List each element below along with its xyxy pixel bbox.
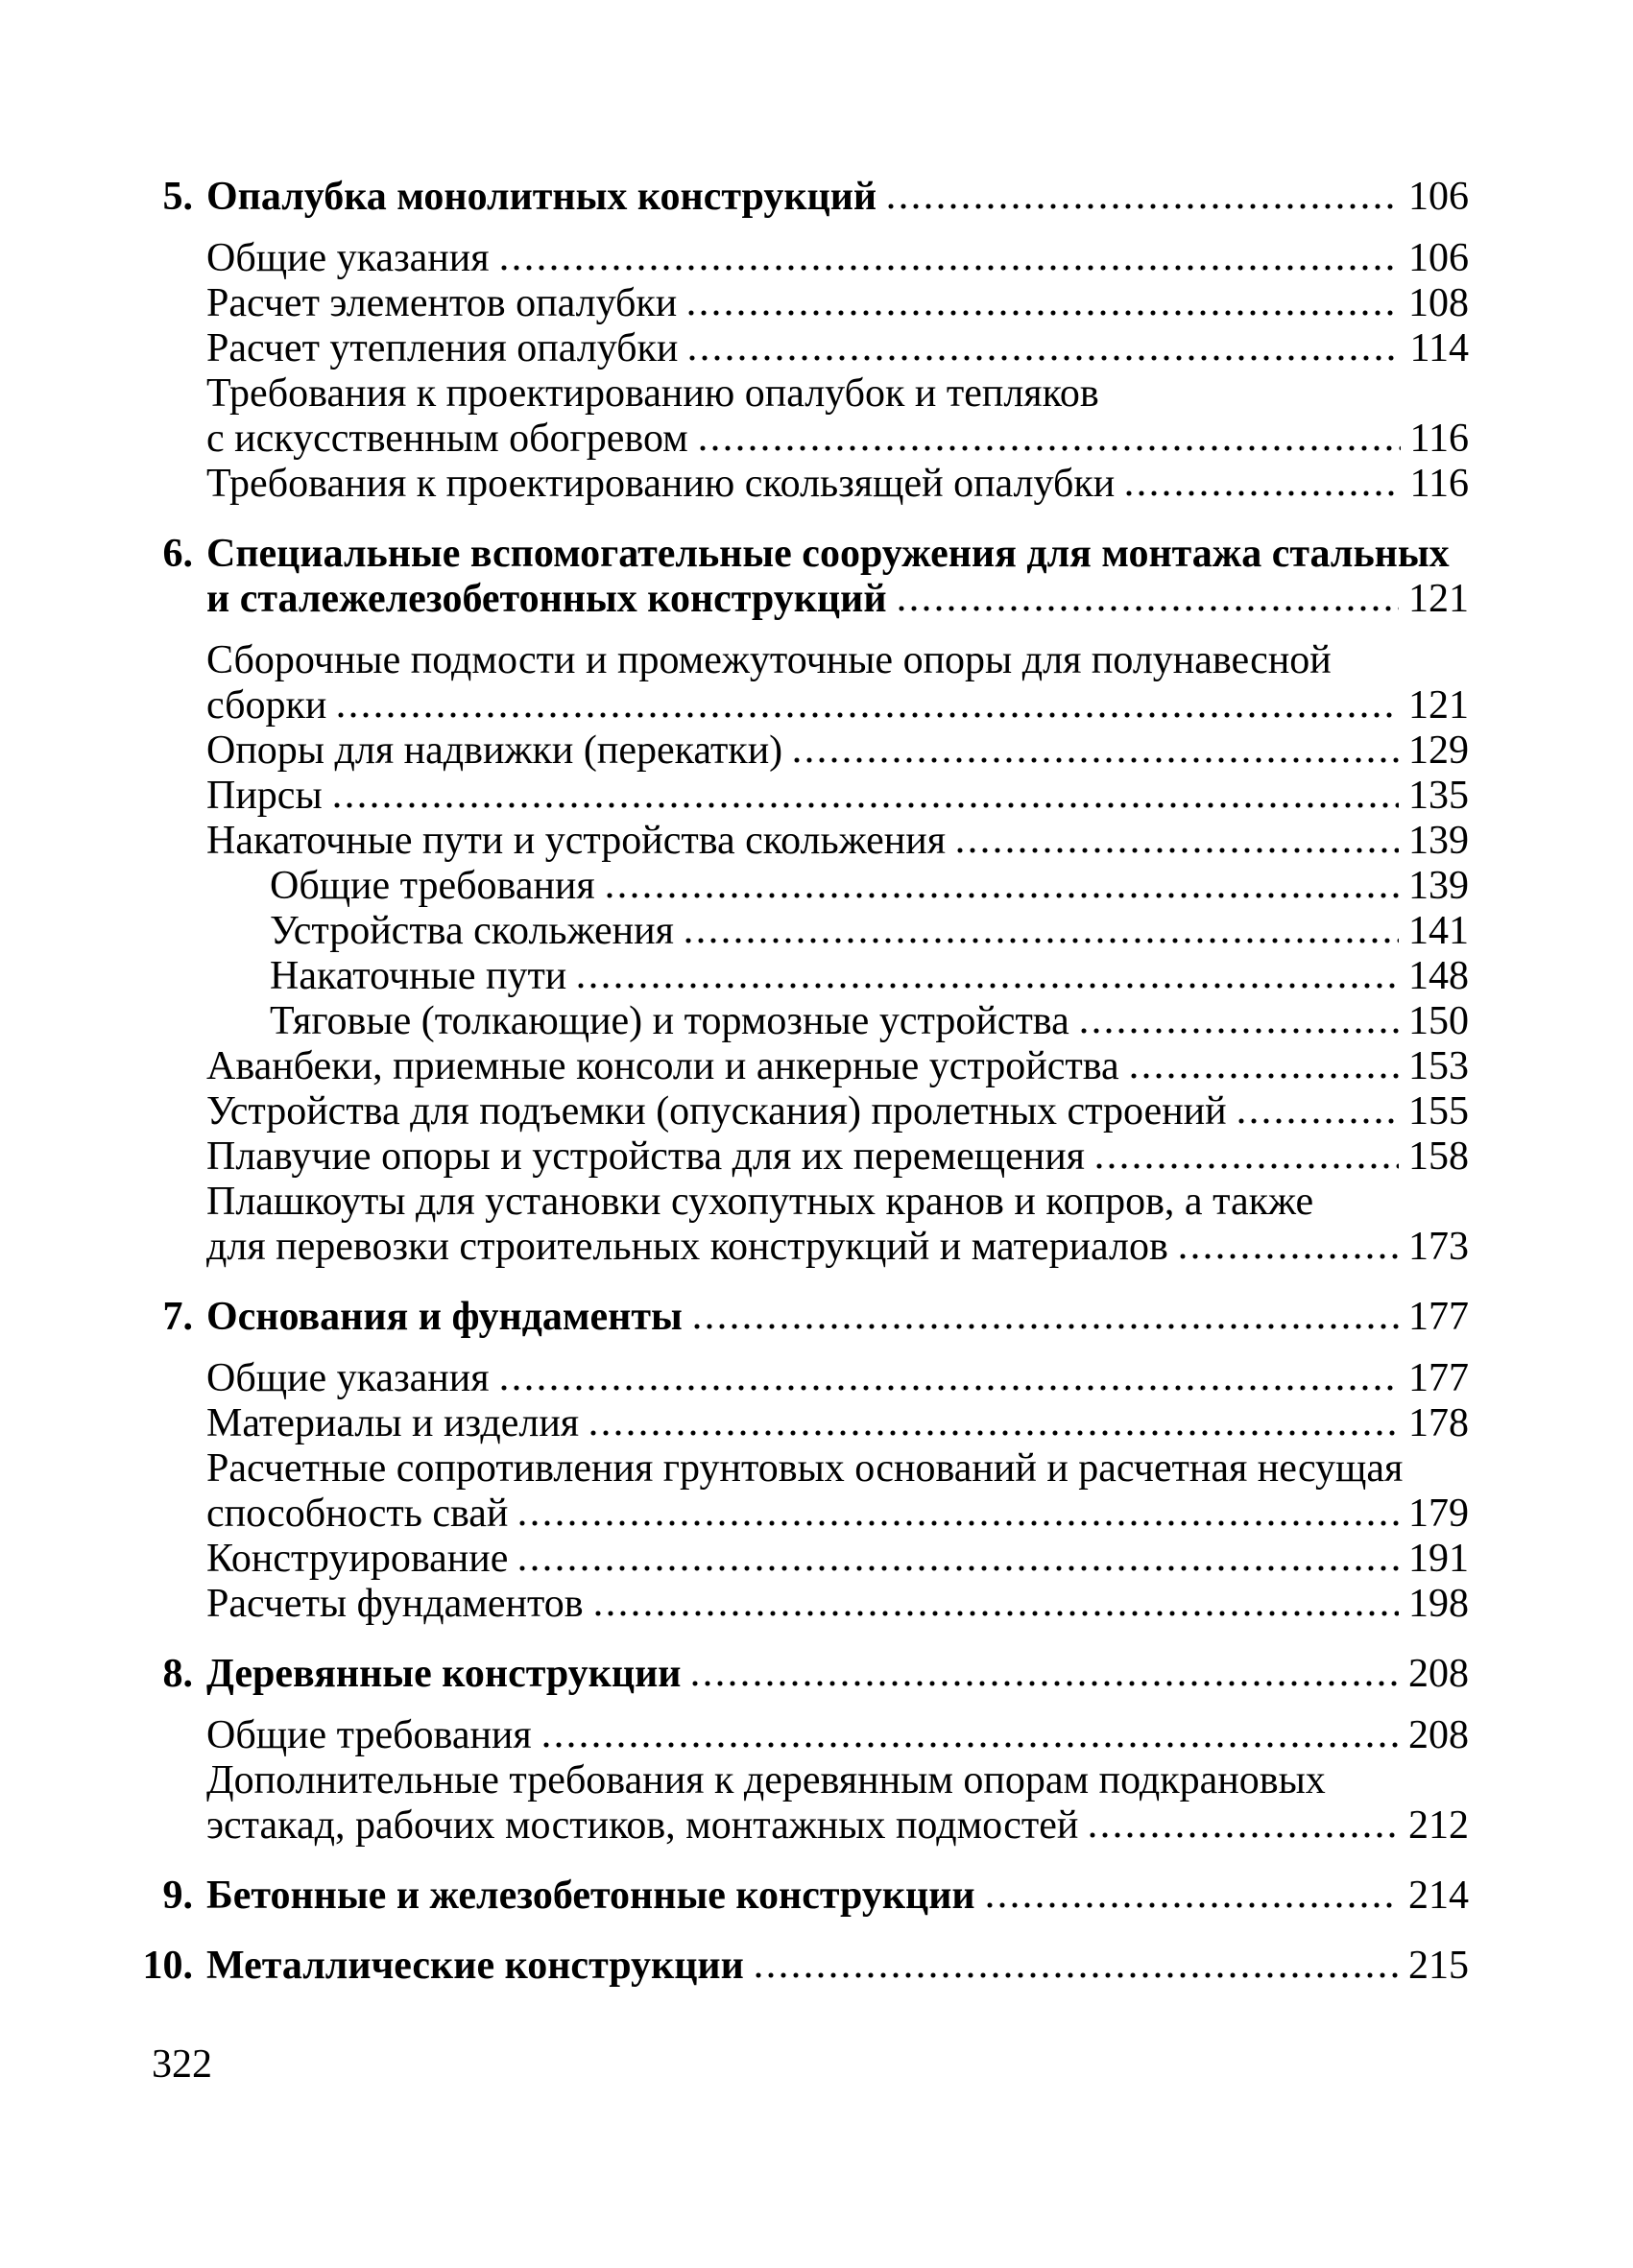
dot-leader — [957, 848, 1399, 853]
dot-leader — [1081, 1028, 1399, 1034]
dot-leader — [700, 445, 1401, 451]
page-number: 129 — [1408, 728, 1469, 773]
section-number: 9. — [162, 1874, 193, 1918]
toc-entry-text: Сборочные подмости и промежуточные опоры для полунавесной — [206, 638, 1332, 682]
toc-entry-row — [206, 774, 1469, 819]
toc-entry-row — [206, 326, 1469, 371]
page-number: 139 — [1408, 819, 1469, 863]
dot-leader — [794, 757, 1399, 763]
page-number: 158 — [1408, 1134, 1469, 1179]
section-number: 7. — [162, 1295, 193, 1339]
toc-entry-text: Бетонные и железобетонные конструкции — [206, 1874, 975, 1918]
page-number: 177 — [1408, 1295, 1469, 1339]
section-number: 6. — [162, 532, 193, 576]
dot-leader — [501, 265, 1399, 271]
toc-section-entry — [162, 532, 1469, 622]
page-number: 108 — [1408, 281, 1469, 325]
dot-leader — [543, 1742, 1399, 1748]
toc-entry-row — [206, 1582, 1469, 1627]
toc-entry-text: Опалубка монолитных конструкций — [206, 175, 877, 219]
toc-entry-row — [206, 683, 1469, 728]
dot-leader — [1096, 1163, 1399, 1169]
page-number: 208 — [1408, 1713, 1469, 1757]
toc-entry-text: Расчеты фундаментов — [206, 1582, 584, 1626]
page-number: 121 — [1408, 577, 1469, 621]
toc-entry-text: Общие требования — [206, 1713, 532, 1757]
dot-leader — [1180, 1253, 1399, 1259]
toc-entry-text: Деревянные конструкции — [206, 1652, 682, 1696]
toc-subitem-entry — [270, 999, 1469, 1044]
toc-item-entry — [206, 1089, 1469, 1134]
toc-entry-text: Устройства для подъемки (опускания) пролетных строений — [206, 1089, 1227, 1134]
dot-leader — [578, 983, 1399, 989]
page-number: 214 — [1408, 1874, 1469, 1918]
footer-page-number: 322 — [152, 2042, 212, 2087]
toc-entry-row — [206, 1134, 1469, 1180]
toc-entry-row — [206, 1803, 1469, 1849]
toc-entry-text: Аванбеки, приемные консоли и анкерные устройства — [206, 1044, 1119, 1088]
toc-entry-text: и сталежелезобетонных конструкций — [206, 577, 887, 621]
page-number: 116 — [1409, 462, 1469, 506]
toc-entry-row — [206, 236, 1469, 281]
toc-entry-text: Требования к проектированию опалубок и тепляков — [206, 371, 1099, 416]
toc-item-entry — [206, 1180, 1469, 1270]
toc-entry-text: Специальные вспомогательные сооружения для монтажа стальных — [206, 532, 1450, 576]
dot-leader — [590, 1430, 1399, 1436]
toc-item-entry — [206, 1401, 1469, 1446]
page-number: 150 — [1408, 999, 1469, 1043]
toc-entry-text: для перевозки строительных конструкций и материалов — [206, 1225, 1168, 1269]
section-number: 10. — [142, 1944, 193, 1988]
page-number: 135 — [1408, 774, 1469, 818]
toc-entry-row — [206, 1537, 1469, 1582]
toc-list — [142, 175, 1469, 1989]
toc-item-entry — [206, 1713, 1469, 1758]
dot-leader — [692, 1681, 1399, 1686]
dot-leader — [607, 893, 1399, 898]
page-number: 215 — [1408, 1944, 1469, 1988]
page-number: 114 — [1409, 326, 1469, 370]
page-number: 208 — [1408, 1652, 1469, 1696]
toc-entry-row — [206, 577, 1469, 622]
page-number: 148 — [1408, 954, 1469, 998]
toc-item-entry — [206, 1446, 1469, 1537]
dot-leader — [1090, 1832, 1399, 1838]
page-number: 173 — [1408, 1225, 1469, 1269]
dot-leader — [685, 938, 1399, 943]
dot-leader — [688, 310, 1399, 316]
toc-entry-row — [270, 864, 1469, 909]
toc-subitem-entry — [270, 864, 1469, 909]
toc-entry-text: Опоры для надвижки (перекатки) — [206, 728, 783, 773]
toc-entry-text: с искусственным обогревом — [206, 417, 688, 461]
toc-entry-row — [206, 1874, 1469, 1919]
toc-entry-text: Пирсы — [206, 774, 323, 818]
page-number: 141 — [1408, 909, 1469, 953]
toc-item-entry — [206, 728, 1469, 774]
dot-leader — [689, 355, 1400, 361]
page-number: 191 — [1408, 1537, 1469, 1581]
toc-item-entry — [206, 638, 1469, 728]
toc-entry-row — [206, 1295, 1469, 1340]
toc-entry-text: Общие указания — [206, 1356, 490, 1400]
toc-entry-row — [270, 909, 1469, 954]
toc-item-entry — [206, 236, 1469, 281]
toc-subitem-entry — [270, 909, 1469, 954]
dot-leader — [519, 1520, 1399, 1526]
toc-entry-row — [206, 1713, 1469, 1758]
toc-entry-text: Металлические конструкции — [206, 1944, 744, 1988]
toc-entry-text: Основания и фундаменты — [206, 1295, 683, 1339]
toc-item-entry — [206, 326, 1469, 371]
dot-leader — [987, 1902, 1399, 1908]
toc-entry-text: Материалы и изделия — [206, 1401, 580, 1445]
toc-entry-row — [206, 462, 1469, 507]
toc-entry-row — [206, 1492, 1469, 1537]
page-number: 116 — [1409, 417, 1469, 461]
toc-entry-text: Тяговые (толкающие) и тормозные устройства — [270, 999, 1069, 1043]
page-number: 139 — [1408, 864, 1469, 908]
toc-entry-text: Расчет элементов опалубки — [206, 281, 678, 325]
toc-section-entry — [162, 175, 1469, 220]
toc-entry-row — [206, 1044, 1469, 1089]
toc-entry-text: Расчет утепления опалубки — [206, 326, 679, 370]
dot-leader — [888, 203, 1399, 209]
toc-entry-text: Расчетные сопротивления грунтовых оснований и расчетная несущая — [206, 1446, 1404, 1491]
toc-item-entry — [206, 1044, 1469, 1089]
toc-entry-row — [206, 1944, 1469, 1989]
toc-section-entry — [142, 1944, 1469, 1989]
dot-leader — [1126, 490, 1400, 496]
page-number: 155 — [1408, 1089, 1469, 1134]
dot-leader — [899, 606, 1399, 611]
dot-leader — [1238, 1118, 1399, 1124]
toc-entry-text: Устройства скольжения — [270, 909, 674, 953]
dot-leader — [519, 1565, 1399, 1571]
toc-item-entry — [206, 371, 1469, 462]
page-number: 178 — [1408, 1401, 1469, 1445]
section-number: 8. — [162, 1652, 193, 1696]
toc-section-entry — [162, 1295, 1469, 1340]
dot-leader — [694, 1324, 1399, 1329]
toc-entry-row — [206, 1652, 1469, 1697]
dot-leader — [1131, 1073, 1399, 1079]
toc-item-entry — [206, 1134, 1469, 1180]
toc-item-entry — [206, 462, 1469, 507]
toc-entry-row — [206, 819, 1469, 864]
dot-leader — [501, 1385, 1399, 1391]
toc-section-entry — [162, 1874, 1469, 1919]
toc-entry-text: эстакад, рабочих мостиков, монтажных подмостей — [206, 1803, 1079, 1848]
toc-entry-row — [206, 417, 1469, 462]
dot-leader — [334, 802, 1399, 808]
page-number: 212 — [1408, 1803, 1469, 1848]
toc-item-entry — [206, 1356, 1469, 1401]
toc-entry-text: Дополнительные требования к деревянным опорам подкрановых — [206, 1758, 1326, 1802]
dot-leader — [338, 712, 1399, 718]
page-number: 106 — [1408, 236, 1469, 280]
toc-entry-row — [206, 281, 1469, 326]
toc-entry-text: Требования к проектированию скользящей опалубки — [206, 462, 1116, 506]
toc-entry-text: Накаточные пути — [270, 954, 567, 998]
toc-section-entry — [162, 1652, 1469, 1697]
toc-item-entry — [206, 1582, 1469, 1627]
toc-entry-text: Общие указания — [206, 236, 490, 280]
page-number: 153 — [1408, 1044, 1469, 1088]
toc-entry-row — [206, 175, 1469, 220]
toc-item-entry — [206, 281, 1469, 326]
toc-entry-text: Плашкоуты для установки сухопутных кранов и копров, а также — [206, 1180, 1314, 1224]
toc-item-entry — [206, 1537, 1469, 1582]
toc-entry-row — [206, 1401, 1469, 1446]
toc-entry-text: Накаточные пути и устройства скольжения — [206, 819, 947, 863]
section-number: 5. — [162, 175, 193, 219]
toc-entry-row — [206, 1356, 1469, 1401]
dot-leader — [595, 1611, 1399, 1616]
toc-entry-text: Общие требования — [270, 864, 595, 908]
toc-entry-row — [270, 999, 1469, 1044]
toc-entry-row — [206, 1225, 1469, 1270]
toc-entry-text: сборки — [206, 683, 327, 728]
toc-entry-text: способность свай — [206, 1492, 509, 1536]
toc-item-entry — [206, 774, 1469, 819]
toc-entry-row — [206, 1089, 1469, 1134]
dot-leader — [756, 1972, 1399, 1978]
toc-entry-row — [270, 954, 1469, 999]
toc-item-entry — [206, 819, 1469, 864]
toc-entry-row — [206, 728, 1469, 774]
page-number: 121 — [1408, 683, 1469, 728]
toc-entry-text: Плавучие опоры и устройства для их перемещения — [206, 1134, 1085, 1179]
toc-entry-text: Конструирование — [206, 1537, 509, 1581]
toc-subitem-entry — [270, 954, 1469, 999]
page-number: 177 — [1408, 1356, 1469, 1400]
toc-item-entry — [206, 1758, 1469, 1849]
page-number: 106 — [1408, 175, 1469, 219]
page-number: 179 — [1408, 1492, 1469, 1536]
page-number: 198 — [1408, 1582, 1469, 1626]
